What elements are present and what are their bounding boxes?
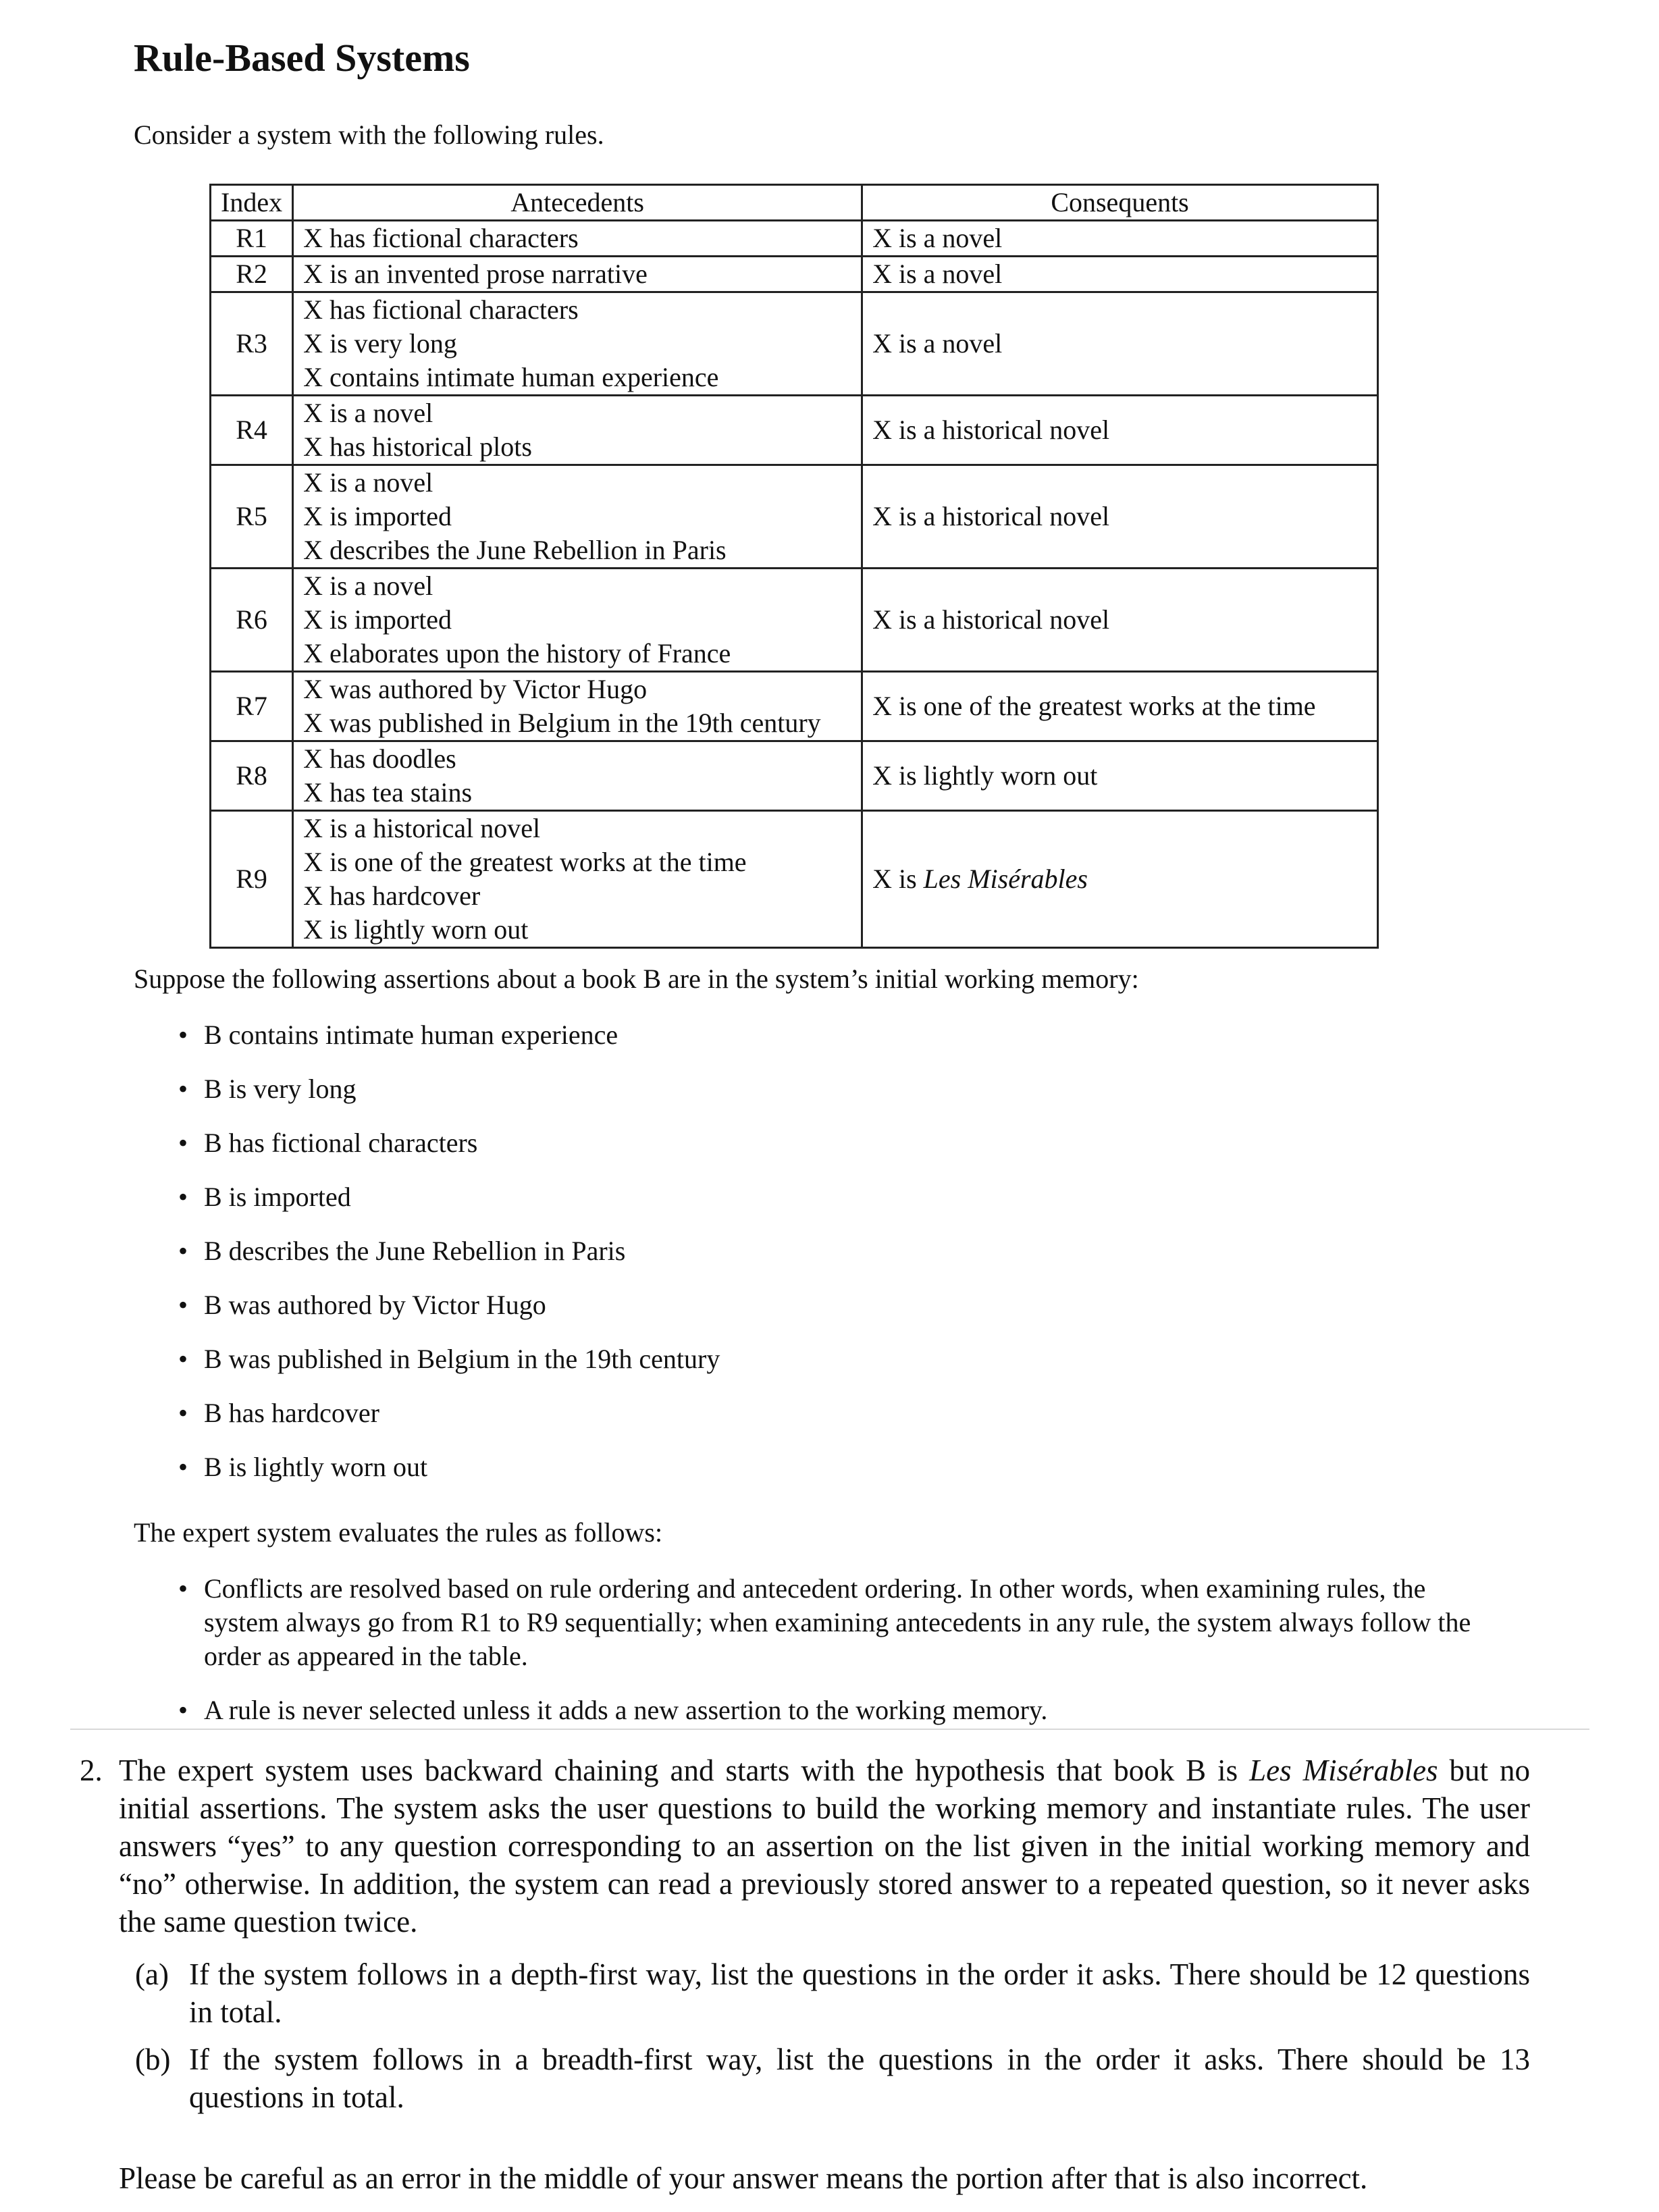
rule-index: R6 <box>211 569 293 672</box>
rule-index: R8 <box>211 741 293 811</box>
intro-text: Consider a system with the following rules. <box>134 120 604 150</box>
antecedent: X is a historical novel <box>303 813 541 843</box>
rule-antecedents <box>293 741 862 811</box>
antecedent: X is very long <box>303 328 457 359</box>
rule-consequent: X is a historical novel <box>862 396 1378 465</box>
rule-consequent: X is a novel <box>862 221 1378 257</box>
rule-antecedents <box>293 465 862 569</box>
antecedent: X contains intimate human experience <box>303 362 719 392</box>
table-row <box>211 672 1378 741</box>
question-text-after: but no initial assertions. The system asks the user questions to build the working memory and instantiate rules. The user answers “yes” to any question corresponding to an assertion on the list given in the initial working memory and “no” otherwise. In addition, the system can read a previously stored answer to a repeated question, so it never asks the same question twice. <box>119 1754 1530 1939</box>
table-row <box>211 292 1378 396</box>
evaluation-intro: The expert system evaluates the rules as follows: <box>134 1517 663 1548</box>
rules-body <box>211 221 1378 948</box>
table-row <box>211 811 1378 948</box>
rule-index: R4 <box>211 396 293 465</box>
rule-antecedents <box>293 221 862 257</box>
antecedent: X is imported <box>303 604 452 635</box>
antecedent: X was published in Belgium in the 19th century <box>303 708 821 738</box>
rule-antecedents <box>293 569 862 672</box>
antecedent: X describes the June Rebellion in Paris <box>303 535 727 565</box>
table-header-row <box>211 185 1378 221</box>
antecedent: X has fictional characters <box>303 223 579 253</box>
list-item: • B has fictional characters <box>174 1126 720 1180</box>
header-consequents: Consequents <box>862 185 1378 221</box>
table-row <box>211 396 1378 465</box>
antecedent: X is a novel <box>303 467 433 498</box>
rule-index: R5 <box>211 465 293 569</box>
list-item: • B describes the June Rebellion in Paris <box>174 1234 720 1288</box>
question-text-italic: Les Misérables <box>1249 1754 1438 1787</box>
assertions-intro: Suppose the following assertions about a book B are in the system’s initial working memory: <box>134 964 1139 994</box>
list-item: • B is imported <box>174 1180 720 1234</box>
table-row <box>211 465 1378 569</box>
antecedent: X is a novel <box>303 571 433 601</box>
rule-consequent: X is one of the greatest works at the time <box>862 672 1378 741</box>
question-2 <box>80 1752 1530 1941</box>
consequent-prefix: X is <box>872 864 924 894</box>
question-text-before: The expert system uses backward chaining and starts with the hypothesis that book B is <box>119 1754 1250 1787</box>
rule-consequent: X is lightly worn out <box>862 741 1378 811</box>
consequent-title: Les Misérables <box>923 864 1088 894</box>
list-item: • B has hardcover <box>174 1396 720 1450</box>
table-row <box>211 569 1378 672</box>
question-text <box>119 1752 1530 1941</box>
list-item: • B was authored by Victor Hugo <box>174 1288 720 1342</box>
list-item: • Conflicts are resolved based on rule ordering and antecedent ordering. In other words, when examining rules, the system always go from R1 to R9 sequentially; when examining antecedents in any rule, the system always follow the order as appeared in the table. <box>174 1572 1484 1673</box>
rule-consequent: X is a novel <box>862 292 1378 396</box>
note-text: Please be careful as an error in the middle of your answer means the portion after that is also incorrect. <box>119 2161 1368 2195</box>
question-part-b <box>135 2040 1530 2116</box>
antecedent: X elaborates upon the history of France <box>303 638 731 668</box>
evaluation-list <box>174 1572 1484 1747</box>
table-row <box>211 257 1378 292</box>
list-item: • B is lightly worn out <box>174 1450 720 1504</box>
rule-antecedents <box>293 672 862 741</box>
rule-antecedents <box>293 257 862 292</box>
antecedent: X has historical plots <box>303 431 532 462</box>
antecedent: X is lightly worn out <box>303 914 529 945</box>
part-text: If the system follows in a depth-first way, list the questions in the order it asks. There should be 12 questions in total. <box>189 1957 1530 2029</box>
antecedent: X is one of the greatest works at the time <box>303 847 747 877</box>
rule-index: R3 <box>211 292 293 396</box>
rule-index: R7 <box>211 672 293 741</box>
list-item: • B was published in Belgium in the 19th century <box>174 1342 720 1396</box>
rule-consequent: X is a historical novel <box>862 569 1378 672</box>
list-item: • B is very long <box>174 1072 720 1126</box>
question-part-a <box>135 1955 1530 2031</box>
rule-consequent: X is a novel <box>862 257 1378 292</box>
rule-consequent: X is a historical novel <box>862 465 1378 569</box>
rule-antecedents <box>293 811 862 948</box>
divider <box>70 1729 1589 1730</box>
question-number: 2. <box>80 1754 103 1787</box>
page-title: Rule-Based Systems <box>134 36 470 80</box>
antecedent: X is imported <box>303 501 452 531</box>
rules-table <box>209 184 1379 949</box>
antecedent: X is an invented prose narrative <box>303 259 648 289</box>
header-antecedents: Antecedents <box>293 185 862 221</box>
rule-index: R1 <box>211 221 293 257</box>
part-label: (a) <box>135 1957 169 1991</box>
antecedent: X has fictional characters <box>303 294 579 325</box>
rule-antecedents <box>293 292 862 396</box>
rule-consequent <box>862 811 1378 948</box>
part-label: (b) <box>135 2043 171 2076</box>
antecedent: X is a novel <box>303 398 433 428</box>
antecedent: X has doodles <box>303 743 456 774</box>
table-row <box>211 221 1378 257</box>
antecedent: X was authored by Victor Hugo <box>303 674 648 704</box>
rule-index: R9 <box>211 811 293 948</box>
table-row <box>211 741 1378 811</box>
rule-index: R2 <box>211 257 293 292</box>
antecedent: X has hardcover <box>303 880 481 911</box>
rule-antecedents <box>293 396 862 465</box>
list-item: • A rule is never selected unless it adds a new assertion to the working memory. <box>174 1693 1484 1727</box>
antecedent: X has tea stains <box>303 777 473 808</box>
part-text: If the system follows in a breadth-first way, list the questions in the order it asks. There should be 13 questions in total. <box>189 2043 1530 2114</box>
list-item: • B contains intimate human experience <box>174 1018 720 1072</box>
assertions-list <box>174 1018 720 1504</box>
header-index: Index <box>211 185 293 221</box>
